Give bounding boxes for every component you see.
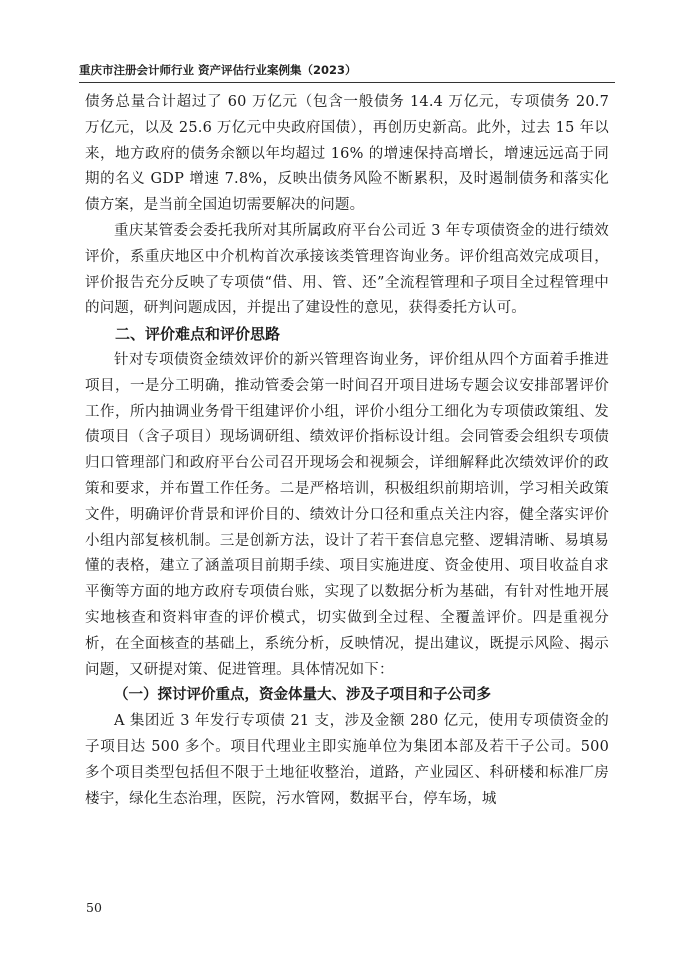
page-number: 50 [86, 900, 102, 915]
running-header: 重庆市注册会计师行业 资产评估行业案例集（2023） [79, 63, 357, 77]
page-body [85, 90, 609, 812]
subsection-heading: （一）探讨评价重点，资金体量大、涉及子项目和子公司多 [114, 687, 491, 704]
paragraph-approach: 针对专项债资金绩效评价的新兴管理咨询业务，评价组从四个方面着手推进项目，一是分工明确，推动管委会第一时间召开项目进场专题会议安排部署评价工作，所内抽调业务骨干组建评价小组，评价小组分工细化为专项债政策组、发债项目（含子项目）现场调研组、绩效评价指标设计组。会同管委会组织专项债归口管理部门和政府平台公司召开现场会和视频会，详细解释此次绩效评价的政策和要求，并布置工作任务。二是严格培训，积极组织前期培训，学习相关政策文件，明确评价背景和评价目的、绩效计分口径和重点关注内容，健全落实评价小组内部复核机制。三是创新方法，设计了若干套信息完整、逻辑清晰、易填易懂的表格，建立了涵盖项目前期手续、项目实施进度、资金使用、项目收益自求平衡等方面的地方政府专项债台账，实现了以数据分析为基础，有针对性地开展实地核查和资料审查的评价模式，切实做到全过程、全覆盖评价。四是重视分析，在全面核查的基础上，系统分析，反映情况，提出建议，既提示风险、揭示问题，又研提对策、促进管理。具体情况如下： [85, 351, 609, 678]
paragraph-group-details: A 集团近 3 年发行专项债 21 支，涉及金额 280 亿元，使用专项债资金的子项目达 500 多个。项目代理业主即实施单位为集团本部及若干子公司。500 多个项目类型包括但不限于土地征收整治，道路，产业园区、科研楼和标准厂房楼宇，绿化生态治理，医院，污水管网，数据平台，停车场，城 [85, 713, 609, 807]
paragraph-debt-overview: 债务总量合计超过了 60 万亿元（包含一般债务 14.4 万亿元，专项债务 20.7 万亿元，以及 25.6 万亿元中央政府国债），再创历史新高。此外，过去 15 年以来，地方政府的债务余额以年均超过 16% 的增速保持高增长，增速远远高于同期的名义 GDP 增速 7.8%，反映出债务风险不断累积，及时遏制债务和落实化债方案，是当前全国迫切需要解决的问题。 [85, 94, 609, 214]
section-heading: 二、评价难点和评价思路 [115, 325, 281, 344]
header-divider [79, 82, 615, 83]
paragraph-engagement: 重庆某管委会委托我所对其所属政府平台公司近 3 年专项债资金的进行绩效评价，系重庆地区中介机构首次承接该类管理咨询业务。评价组高效完成项目，评价报告充分反映了专项债“借、用、管、还”全流程管理和子项目全过程管理中的问题，研判问题成因，并提出了建设性的意见，获得委托方认可。 [85, 222, 609, 317]
